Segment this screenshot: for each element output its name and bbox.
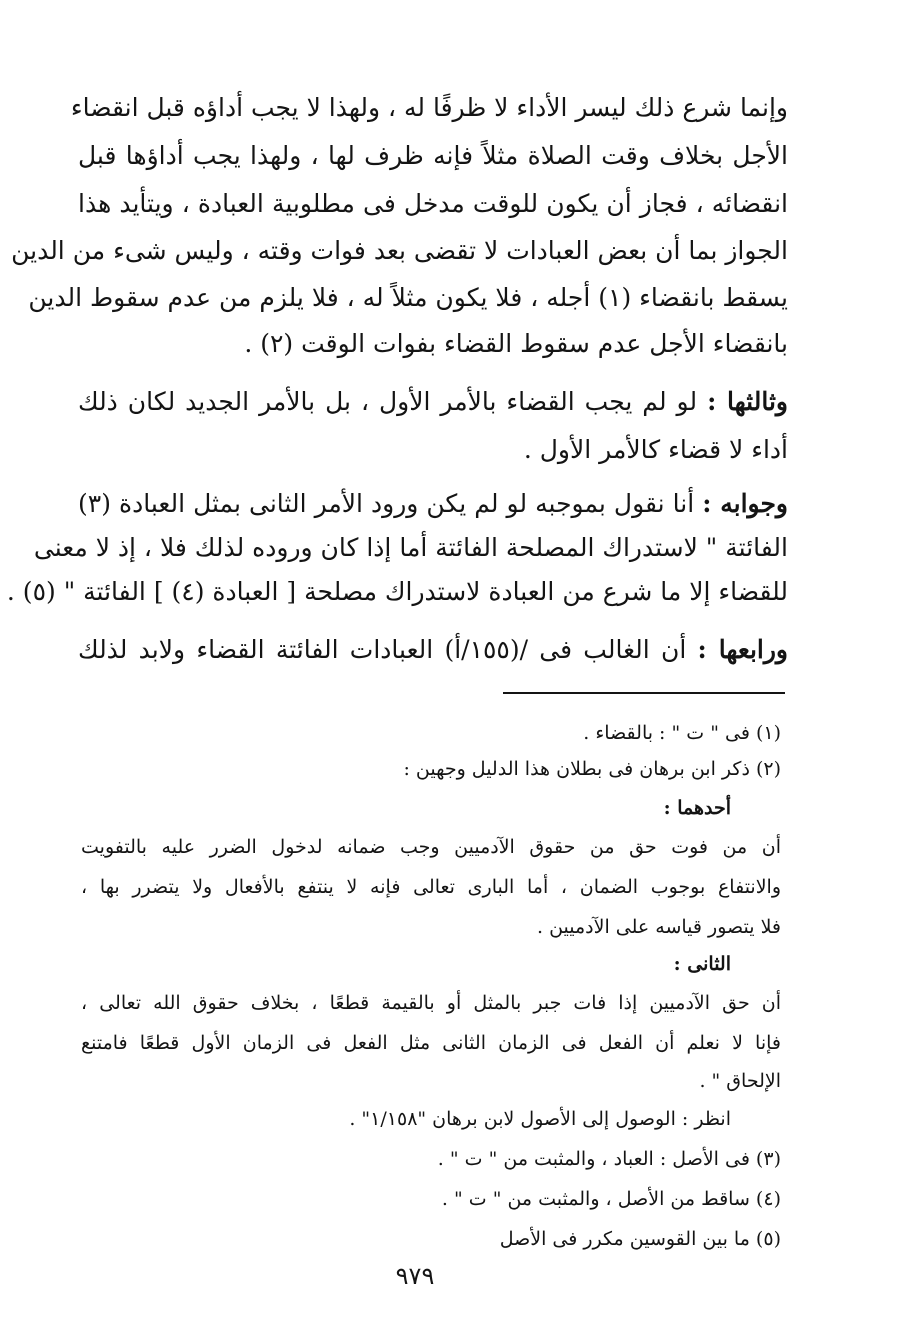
footnote-1: (١) فى " ت " : بالقضاء .: [583, 722, 781, 744]
footnote-2-line-4: أن حق الآدميين إذا فات جبر بالمثل أو بالقيمة قطعًا ، بخلاف حقوق الله تعالى ،: [81, 992, 781, 1014]
main-line-11: للقضاء إلا ما شرع من العبادة لاستدراك مصلحة [ العبادة (٤) ] الفائتة " (٥) .: [6, 577, 788, 606]
page-number: ٩٧٩: [395, 1262, 435, 1290]
footnote-4: (٤) ساقط من الأصل ، والمثبت من " ت " .: [441, 1188, 781, 1210]
footnote-2-line-1: أن من فوت حق من حقوق الآدميين وجب ضمانه لدخول الضرر عليه بالتفويت: [81, 836, 781, 858]
footnote-3: (٣) فى الأصل : العباد ، والمثبت من " ت " .: [437, 1148, 781, 1170]
footnote-2-heading-second: الثانى :: [673, 953, 731, 975]
main-line-5: يسقط بانقضاء (١) أجله ، فلا يكون مثلاً له ، فلا يلزم من عدم سقوط الدين: [28, 283, 788, 312]
main-line-9-text: أنا نقول بموجبه لو لم يكن ورود الأمر الثانى بمثل العبادة (٣): [78, 489, 703, 518]
footnote-2: (٢) ذكر ابن برهان فى بطلان هذا الدليل وجهين :: [403, 758, 781, 780]
footnote-2-line-2: والانتفاع بوجوب الضمان ، أما البارى تعالى فإنه لا ينتفع بالأفعال ولا يتضرر بها ،: [81, 876, 781, 898]
main-line-1: وإنما شرع ذلك ليسر الأداء لا ظرفًا له ، ولهذا لا يجب أداؤه قبل انقضاء: [70, 93, 788, 122]
main-line-10: الفائتة " لاستدراك المصلحة الفائتة أما إذا كان وروده لذلك فلا ، إذ لا معنى: [33, 533, 788, 562]
main-line-7-text: لو لم يجب القضاء بالأمر الأول ، بل بالأمر الجديد لكان ذلك: [78, 387, 708, 416]
main-line-7: [78, 382, 788, 422]
main-line-4: الجواز بما أن بعض العبادات لا تقضى بعد فوات وقته ، وليس شىء من الدين: [11, 236, 788, 265]
footnote-2-line-6: الإلحاق " .: [699, 1070, 781, 1092]
section-lead-jawabuhu: وجوابه :: [702, 489, 789, 518]
main-line-12: [78, 630, 788, 670]
main-line-12-text: أن الغالب فى /(١٥٥/أ) العبادات الفائتة القضاء ولابد لذلك: [78, 635, 698, 664]
footnote-2-heading-first: أحدهما :: [663, 797, 731, 819]
main-line-8: أداء لا قضاء كالأمر الأول .: [523, 435, 788, 464]
section-lead-rabiuha: ورابعها :: [697, 635, 788, 664]
footnote-separator: [503, 692, 785, 694]
main-line-6: بانقضاء الأجل عدم سقوط القضاء بفوات الوقت (٢) .: [244, 329, 788, 358]
footnote-2-line-5: فإنا لا نعلم أن الفعل فى الزمان الثانى مثل الفعل فى الزمان الأول قطعًا فامتنع: [81, 1032, 781, 1054]
footnote-2-line-3: فلا يتصور قياسه على الآدميين .: [536, 916, 781, 938]
main-line-2: الأجل بخلاف وقت الصلاة مثلاً فإنه ظرف لها ، ولهذا يجب أداؤها قبل: [78, 141, 788, 170]
main-line-9: [78, 484, 788, 524]
main-line-3: انقضائه ، فجاز أن يكون للوقت مدخل فى مطلوبية العبادة ، ويتأيد هذا: [78, 189, 788, 218]
footnote-2-reference: انظر : الوصول إلى الأصول لابن برهان "١/١٥٨" .: [349, 1108, 731, 1130]
footnote-5: (٥) ما بين القوسين مكرر فى الأصل: [499, 1228, 781, 1250]
section-lead-thalithuha: وثالثها :: [707, 387, 788, 416]
